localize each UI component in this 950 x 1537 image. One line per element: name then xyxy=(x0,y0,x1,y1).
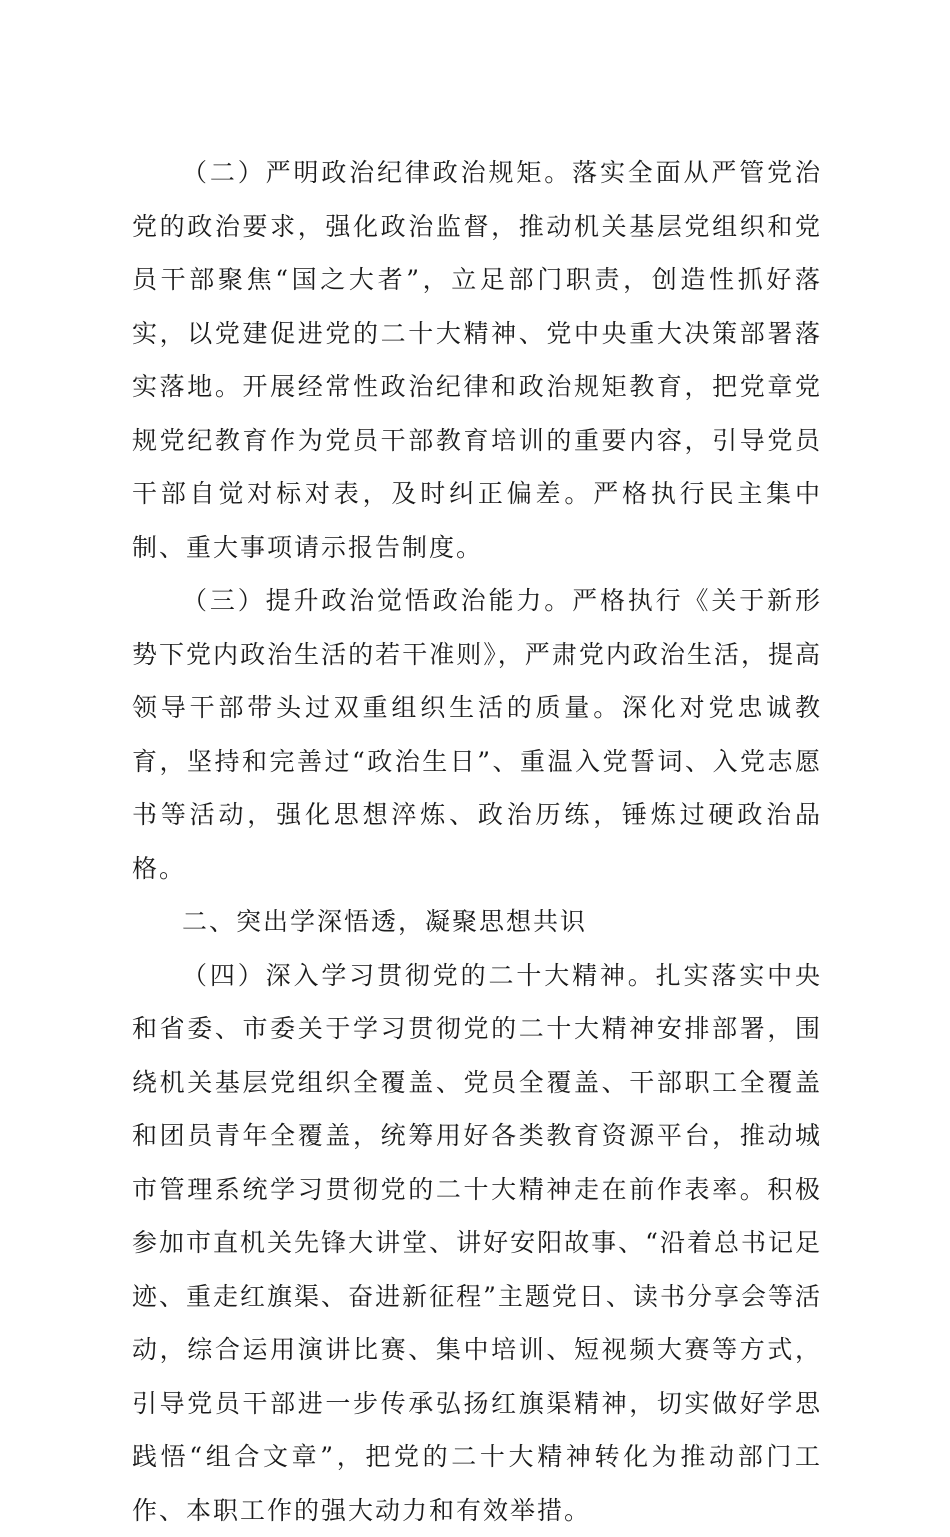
document-body xyxy=(132,146,822,1537)
paragraph-4-study: （四）深入学习贯彻党的二十大精神。扎实落实中央和省委、市委关于学习贯彻党的二十大精神安排部署，围绕机关基层党组织全覆盖、党员全覆盖、干部职工全覆盖和团员青年全覆盖，统筹用好各类教育资源平台，推动城市管理系统学习贯彻党的二十大精神走在前作表率。积极参加市直机关先锋大讲堂、讲好安阳故事、“沿着总书记足迹、重走红旗渠、奋进新征程”主题党日、读书分享会等活动，综合运用演讲比赛、集中培训、短视频大赛等方式，引导党员干部进一步传承弘扬红旗渠精神，切实做好学思践悟“组合文章”，把党的二十大精神转化为推动部门工作、本职工作的强大动力和有效举措。 xyxy=(132,949,822,1537)
paragraph-3-political-awareness: （三）提升政治觉悟政治能力。严格执行《关于新形势下党内政治生活的若干准则》，严肃党内政治生活，提高领导干部带头过双重组织生活的质量。深化对党忠诚教育，坚持和完善过“政治生日”、重温入党誓词、入党志愿书等活动，强化思想淬炼、政治历练，锤炼过硬政治品格。 xyxy=(132,574,822,895)
paragraph-2-discipline: （二）严明政治纪律政治规矩。落实全面从严管党治党的政治要求，强化政治监督，推动机关基层党组织和党员干部聚焦“国之大者”，立足部门职责，创造性抓好落实，以党建促进党的二十大精神、党中央重大决策部署落实落地。开展经常性政治纪律和政治规矩教育，把党章党规党纪教育作为党员干部教育培训的重要内容，引导党员干部自觉对标对表，及时纠正偏差。严格执行民主集中制、重大事项请示报告制度。 xyxy=(132,146,822,574)
section-heading-2: 二、突出学深悟透，凝聚思想共识 xyxy=(132,895,822,949)
